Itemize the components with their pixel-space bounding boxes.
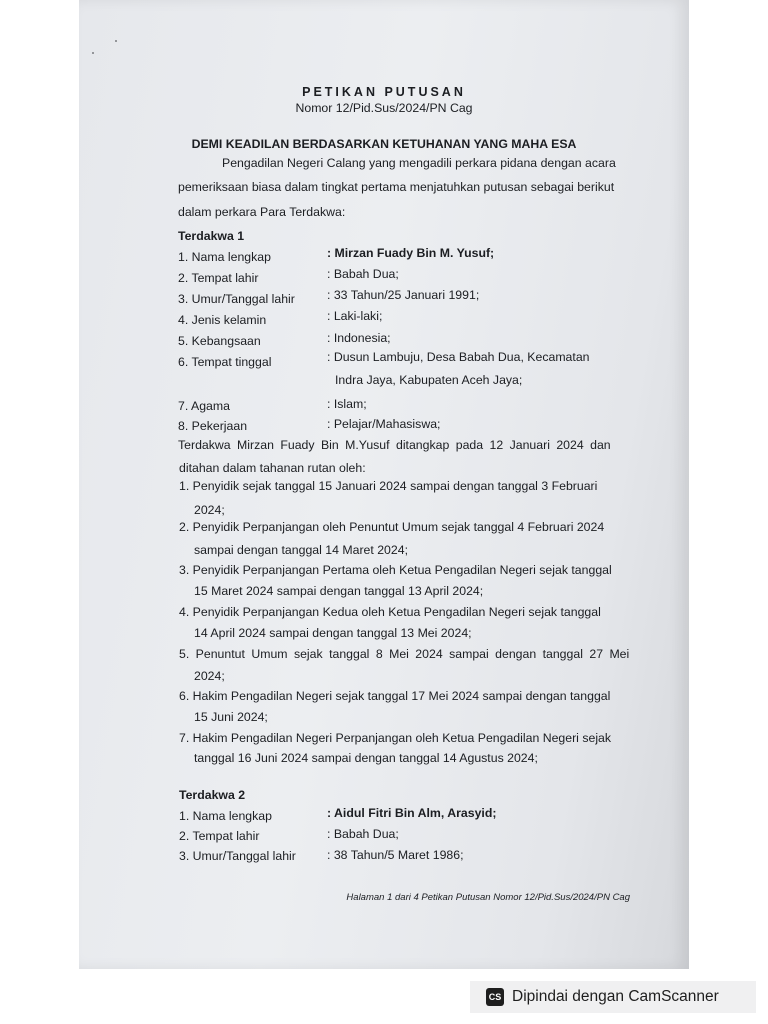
scan-speck [92,52,94,54]
detention-item: 2. Penyidik Perpanjangan oleh Penuntut Umum sejak tanggal 4 Februari 2024 [179,520,605,534]
detention-item: 3. Penyidik Perpanjangan Pertama oleh Ketua Pengadilan Negeri sejak tanggal [179,563,612,577]
page-footer: Halaman 1 dari 4 Petikan Putusan Nomor 12/Pid.Sus/2024/PN Cag [346,892,630,903]
detention-item: 4. Penyidik Perpanjangan Kedua oleh Ketua Pengadilan Negeri sejak tanggal [179,605,601,619]
field-value: : Indonesia; [327,331,391,345]
detention-item-continued: 14 April 2024 sampai dengan tanggal 13 Mei 2024; [194,626,472,640]
defendant-2-heading: Terdakwa 2 [179,788,246,802]
field-value: : Laki-laki; [327,309,383,323]
field-label: 5. Kebangsaan [178,334,261,348]
field-value: : Islam; [327,397,367,411]
field-value-continued: Indra Jaya, Kabupaten Aceh Jaya; [335,373,523,387]
arrest-line: Terdakwa Mirzan Fuady Bin M.Yusuf ditangkap pada 12 Januari 2024 dan [178,438,611,452]
field-label: 2. Tempat lahir [178,271,259,285]
detention-item-continued: tanggal 16 Juni 2024 sampai dengan tanggal 14 Agustus 2024; [194,751,538,765]
field-value: : Mirzan Fuady Bin M. Yusuf; [327,246,495,260]
intro-line: dalam perkara Para Terdakwa: [178,205,346,219]
field-label: 4. Jenis kelamin [178,313,267,327]
field-value: : 33 Tahun/25 Januari 1991; [327,288,480,302]
camscanner-watermark [470,981,756,1013]
field-value: : 38 Tahun/5 Maret 1986; [327,848,464,862]
detention-item: 5. Penuntut Umum sejak tanggal 8 Mei 2024 sampai dengan tanggal 27 Mei [179,647,630,661]
field-value: : Pelajar/Mahasiswa; [327,417,441,431]
field-label: 2. Tempat lahir [179,829,260,843]
document-title: PETIKAN PUTUSAN [302,85,466,99]
camscanner-logo-icon: CS [486,988,504,1006]
detention-item: 7. Hakim Pengadilan Negeri Perpanjangan oleh Ketua Pengadilan Negeri sejak [179,731,612,745]
field-label: 6. Tempat tinggal [178,355,272,369]
field-value: : Babah Dua; [327,827,399,841]
scan-speck [115,40,117,42]
defendant-1-heading: Terdakwa 1 [178,229,245,243]
case-number: Nomor 12/Pid.Sus/2024/PN Cag [295,101,473,115]
intro-line: Pengadilan Negeri Calang yang mengadili perkara pidana dengan acara [222,156,616,170]
field-label: 1. Nama lengkap [178,250,271,264]
field-label: 3. Umur/Tanggal lahir [178,292,295,306]
detention-item-continued: 2024; [194,503,225,517]
document-heading: DEMI KEADILAN BERDASARKAN KETUHANAN YANG MAHA ESA [191,137,577,151]
field-value: : Babah Dua; [327,267,399,281]
detention-item-continued: 15 Maret 2024 sampai dengan tanggal 13 April 2024; [194,584,484,598]
intro-line: pemeriksaan biasa dalam tingkat pertama menjatuhkan putusan sebagai berikut [178,180,615,194]
field-value: : Dusun Lambuju, Desa Babah Dua, Kecamatan [327,350,590,364]
field-label: 8. Pekerjaan [178,419,248,433]
arrest-line: ditahan dalam tahanan rutan oleh: [179,461,366,475]
detention-item: 6. Hakim Pengadilan Negeri sejak tanggal 17 Mei 2024 sampai dengan tanggal [179,689,611,703]
detention-item-continued: sampai dengan tanggal 14 Maret 2024; [194,543,408,557]
camscanner-label: Dipindai dengan CamScanner [512,988,719,1005]
detention-item-continued: 15 Juni 2024; [194,710,268,724]
detention-item-continued: 2024; [194,669,225,683]
field-label: 3. Umur/Tanggal lahir [179,849,296,863]
field-label: 7. Agama [178,399,230,413]
detention-item: 1. Penyidik sejak tanggal 15 Januari 2024 sampai dengan tanggal 3 Februari [179,479,598,493]
field-label: 1. Nama lengkap [179,809,272,823]
field-value: : Aidul Fitri Bin Alm, Arasyid; [327,806,497,820]
